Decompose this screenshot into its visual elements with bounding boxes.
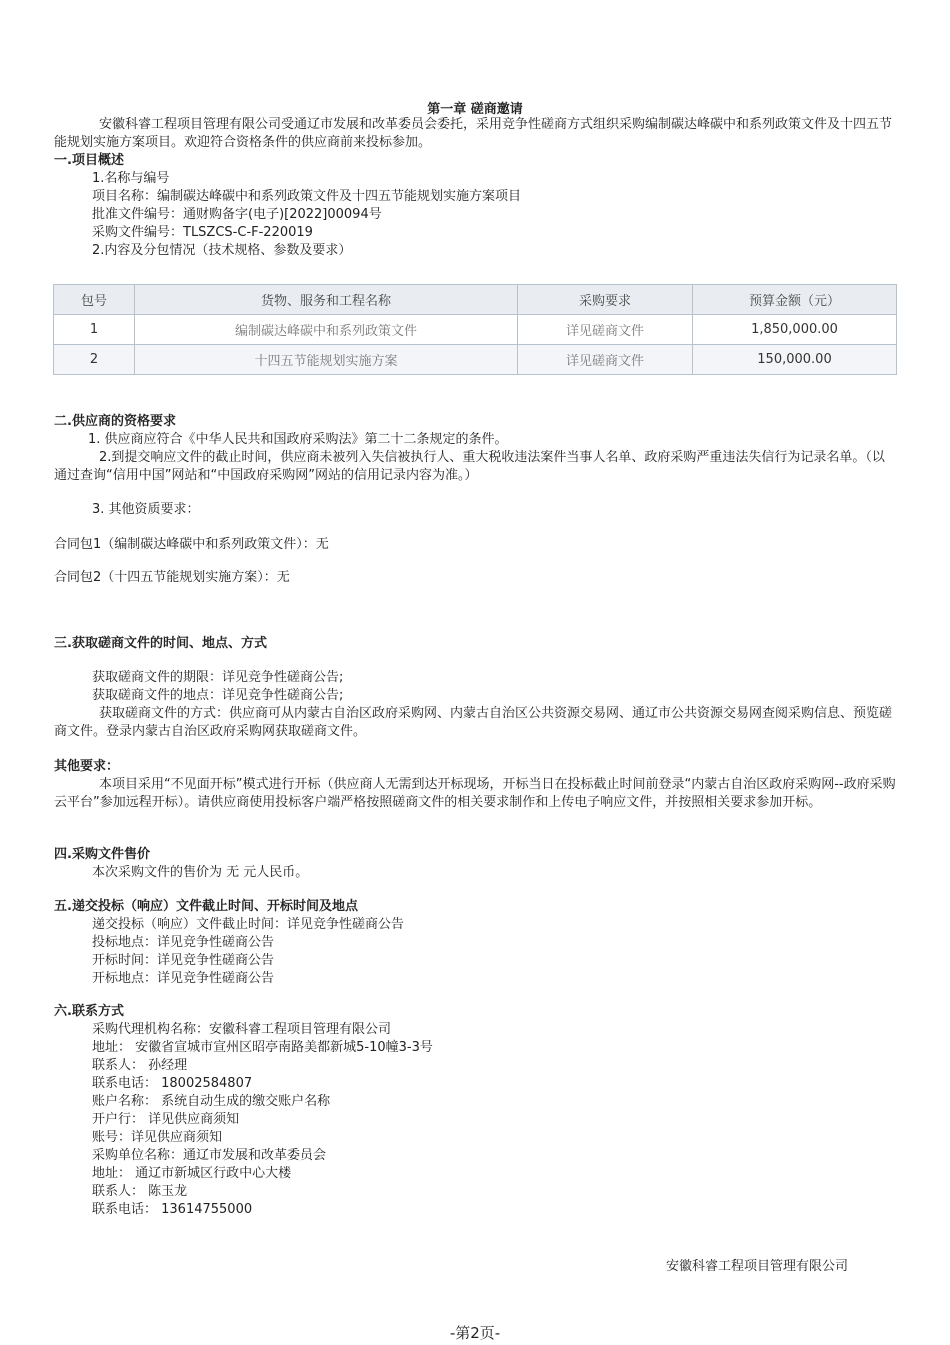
cell-budget: 1,850,000.00 xyxy=(693,315,897,345)
account-number: 账号：详见供应商须知 xyxy=(92,1130,223,1145)
col-header-item-name: 货物、服务和工程名称 xyxy=(135,285,518,315)
other-requirements-text: 本项目采用“不见面开标”模式进行开标（供应商人无需到达开标现场，开标当日在投标截止时间前登录“内蒙古自治区政府采购网--政府采购云平台”参加远程开标）。请供应商使用投标客户端严格按照磋商文件的相关要求制作和上传电子响应文件，并按照相关要求参加开标。 xyxy=(54,777,896,810)
contract-package-1: 合同包1（编制碳达峰碳中和系列政策文件）：无 xyxy=(54,537,329,552)
section-4-heading: 四.采购文件售价 xyxy=(54,847,150,862)
section-5-body xyxy=(54,916,897,988)
cell-requirement: 详见磋商文件 xyxy=(518,345,693,375)
name-number-label: 1.名称与编号 xyxy=(92,171,170,186)
submission-deadline: 递交投标（响应）文件截止时间：详见竞争性磋商公告 xyxy=(92,917,405,932)
qualification-item-3: 3. 其他资质要求： xyxy=(92,502,200,517)
cell-package-no: 1 xyxy=(54,315,135,345)
purchaser-phone: 联系电话： 13614755000 xyxy=(92,1202,253,1217)
chapter-title: 第一章 磋商邀请 xyxy=(427,102,523,117)
col-header-budget: 预算金额（元） xyxy=(693,285,897,315)
section-2-heading: 二.供应商的资格要求 xyxy=(54,414,176,429)
footer-organization: 安徽科睿工程项目管理有限公司 xyxy=(665,1259,848,1274)
agency-address: 地址： 安徽省宣城市宣州区昭亭南路美都新城5-10幢3-3号 xyxy=(92,1040,433,1055)
table-row xyxy=(54,315,897,345)
opening-time: 开标时间：详见竞争性磋商公告 xyxy=(92,953,275,968)
other-requirements-heading: 其他要求： xyxy=(54,759,120,774)
col-header-requirement: 采购要求 xyxy=(518,285,693,315)
obtain-place: 获取磋商文件的地点：详见竞争性磋商公告; xyxy=(92,688,344,703)
purchaser-contact: 联系人： 陈玉龙 xyxy=(92,1184,188,1199)
qualification-item-1: 1. 供应商应符合《中华人民共和国政府采购法》第二十二条规定的条件。 xyxy=(88,432,508,447)
contact-list xyxy=(54,1021,897,1219)
procurement-number: 采购文件编号：TLSZCS-C-F-220019 xyxy=(92,225,313,240)
obtain-period: 获取磋商文件的期限：详见竞争性磋商公告; xyxy=(92,670,344,685)
cell-requirement: 详见磋商文件 xyxy=(518,315,693,345)
intro-paragraph: 安徽科睿工程项目管理有限公司受通辽市发展和改革委员会委托，采用竞争性磋商方式组织采购编制碳达峰碳中和系列政策文件及十四五节能规划实施方案项目。欢迎符合资格条件的供应商前来投标参加。 xyxy=(54,117,893,150)
document-price: 本次采购文件的售价为 无 元人民币。 xyxy=(92,865,309,880)
bank-name: 开户行： 详见供应商须知 xyxy=(92,1112,240,1127)
section-1-heading: 一.项目概述 xyxy=(54,153,124,168)
cell-item-name: 十四五节能规划实施方案 xyxy=(135,345,518,375)
section-5-heading: 五.递交投标（响应）文件截止时间、开标时间及地点 xyxy=(54,899,358,914)
table-row xyxy=(54,345,897,375)
agency-name: 采购代理机构名称：安徽科睿工程项目管理有限公司 xyxy=(92,1022,392,1037)
qualification-item-2: 2.到提交响应文件的截止时间，供应商未被列入失信被执行人、重大税收违法案件当事人名单、政府采购严重违法失信行为记录名单。（以通过查询“信用中国”网站和“中国政府采购网”网站的信用记录内容为准。） xyxy=(54,450,885,483)
approval-number: 批准文件编号：通财购备字(电子)[2022]00094号 xyxy=(92,207,382,222)
section-1-body xyxy=(54,170,935,260)
section-3-heading: 三.获取磋商文件的时间、地点、方式 xyxy=(54,636,267,651)
page-number: -第2页- xyxy=(449,1324,501,1342)
contract-package-2: 合同包2（十四五节能规划实施方案）：无 xyxy=(54,570,290,585)
purchaser-address: 地址： 通辽市新城区行政中心大楼 xyxy=(92,1166,292,1181)
cell-package-no: 2 xyxy=(54,345,135,375)
cell-budget: 150,000.00 xyxy=(693,345,897,375)
purchaser-name: 采购单位名称：通辽市发展和改革委员会 xyxy=(92,1148,327,1163)
package-table xyxy=(53,284,897,375)
opening-place: 开标地点：详见竞争性磋商公告 xyxy=(92,971,275,986)
agency-contact: 联系人： 孙经理 xyxy=(92,1058,188,1073)
cell-item-name: 编制碳达峰碳中和系列政策文件 xyxy=(135,315,518,345)
content-packages-label: 2.内容及分包情况（技术规格、参数及要求） xyxy=(92,243,352,258)
account-name: 账户名称： 系统自动生成的缴交账户名称 xyxy=(92,1094,331,1109)
col-header-package-no: 包号 xyxy=(54,285,135,315)
bid-place: 投标地点：详见竞争性磋商公告 xyxy=(92,935,275,950)
agency-phone: 联系电话： 18002584807 xyxy=(92,1076,253,1091)
section-6-heading: 六.联系方式 xyxy=(54,1004,124,1019)
obtain-method: 获取磋商文件的方式：供应商可从内蒙古自治区政府采购网、内蒙古自治区公共资源交易网、通辽市公共资源交易网查阅采购信息、预览磋商文件。登录内蒙古自治区政府采购网获取磋商文件。 xyxy=(54,706,893,739)
project-name: 项目名称：编制碳达峰碳中和系列政策文件及十四五节能规划实施方案项目 xyxy=(92,189,522,204)
table-header-row xyxy=(54,285,897,315)
